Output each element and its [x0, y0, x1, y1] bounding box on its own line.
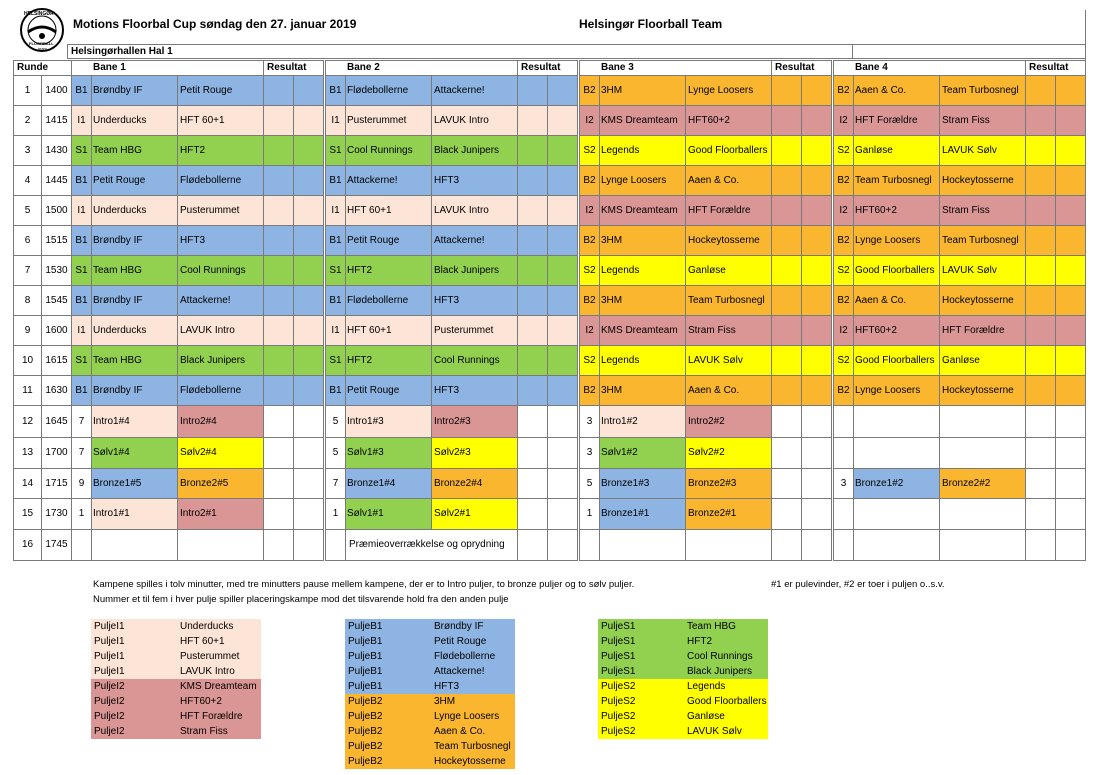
team-b: Attackerne!	[177, 285, 264, 316]
legend-team: KMS Dreamteam	[180, 680, 257, 692]
pool-code: 1	[579, 498, 600, 530]
result-header-1: Resultat	[263, 60, 324, 76]
pool-code: I2	[833, 195, 854, 226]
team-a: Flødebollerne	[345, 75, 432, 106]
court-header-2: Bane 2	[325, 60, 518, 76]
note-line-2: Nummer et til fem i hver pulje spiller placeringskampe mod det tilsvarende hold fra den anden pulje	[93, 594, 509, 605]
legend-team: 3HM	[434, 695, 456, 707]
pool-code: B2	[833, 375, 854, 406]
team-b: Sølv2#3	[431, 437, 518, 469]
legend-team: HFT 60+1	[180, 635, 225, 647]
pool-code: I2	[579, 105, 600, 136]
round-number: 10	[13, 345, 42, 376]
note-ranking: #1 er pulevinder, #2 er toer i puljen o..s.v.	[771, 579, 945, 590]
team-b: HFT Forældre	[939, 315, 1026, 346]
team-a: 3HM	[599, 285, 686, 316]
team-a: KMS Dreamteam	[599, 315, 686, 346]
round-number: 3	[13, 135, 42, 166]
pool-code: B1	[325, 165, 346, 196]
team-a: 3HM	[599, 225, 686, 256]
legend-team: HFT60+2	[180, 695, 222, 707]
pool-code: B2	[833, 75, 854, 106]
pool-code: B2	[579, 225, 600, 256]
legend-pool: PuljeI1	[94, 650, 125, 662]
team-a: Legends	[599, 135, 686, 166]
pool-code: I1	[325, 105, 346, 136]
team-b: Pusterummet	[431, 315, 518, 346]
round-number: 7	[13, 255, 42, 286]
round-number: 5	[13, 195, 42, 226]
pool-code: S2	[833, 135, 854, 166]
pool-code: B2	[833, 165, 854, 196]
pool-code: B1	[71, 225, 92, 256]
team-b: Aaen & Co.	[685, 165, 772, 196]
team-b: HFT3	[431, 375, 518, 406]
pool-code: B1	[71, 75, 92, 106]
legend-pool: PuljeI1	[94, 665, 125, 677]
team-a: Intro1#2	[599, 405, 686, 438]
team-a: Aaen & Co.	[853, 285, 940, 316]
team-b: LAVUK Sølv	[685, 345, 772, 376]
team-a: Bronze1#3	[599, 468, 686, 499]
team-a: Team Turbosnegl	[853, 165, 940, 196]
team-b: Cool Runnings	[431, 345, 518, 376]
team-a: Lynge Loosers	[599, 165, 686, 196]
team-a: HFT2	[345, 345, 432, 376]
legend-team: Lynge Loosers	[434, 710, 500, 722]
team-a: Ganløse	[853, 135, 940, 166]
team-a: Underducks	[91, 315, 178, 346]
team-a: Bronze1#1	[599, 498, 686, 530]
pool-code: I1	[71, 195, 92, 226]
pool-code: 9	[71, 468, 92, 499]
pool-code: 7	[325, 468, 346, 499]
team-b: HFT3	[431, 285, 518, 316]
team-b: Sølv2#2	[685, 437, 772, 469]
team-b: Intro2#1	[177, 498, 264, 530]
legend-team: Aaen & Co.	[434, 725, 486, 737]
match-time: 1500	[41, 195, 72, 226]
team-b: Sølv2#4	[177, 437, 264, 469]
round-number: 1	[13, 75, 42, 106]
pool-code: S1	[325, 135, 346, 166]
team-a: Legends	[599, 255, 686, 286]
legend-team: Black Junipers	[687, 665, 753, 677]
team-a: HFT 60+1	[345, 195, 432, 226]
legend-pool: PuljeI1	[94, 620, 125, 632]
result-header-3: Resultat	[771, 60, 832, 76]
team-a: Intro1#3	[345, 405, 432, 438]
legend-pool: PuljeB1	[348, 635, 383, 647]
team-b: Bronze2#5	[177, 468, 264, 499]
match-time: 1415	[41, 105, 72, 136]
team-b: Hockeytosserne	[685, 225, 772, 256]
team-a: Bronze1#2	[853, 468, 940, 499]
team-b: Hockeytosserne	[939, 285, 1026, 316]
team-b: Aaen & Co.	[685, 375, 772, 406]
team-b: Ganløse	[685, 255, 772, 286]
club-name: Helsingør Floorball Team	[579, 17, 723, 31]
team-b: Bronze2#2	[939, 468, 1026, 499]
round-number: 2	[13, 105, 42, 136]
legend-pool: PuljeB1	[348, 680, 383, 692]
team-a: Underducks	[91, 105, 178, 136]
match-time: 1615	[41, 345, 72, 376]
pool-code: S2	[579, 135, 600, 166]
legend-pool: PuljeI2	[94, 725, 125, 737]
legend-pool: PuljeI1	[94, 635, 125, 647]
round-number: 11	[13, 375, 42, 406]
team-b: LAVUK Intro	[431, 195, 518, 226]
team-a: Sølv1#4	[91, 437, 178, 469]
legend-pool: PuljeS1	[601, 635, 636, 647]
pool-code: B1	[325, 285, 346, 316]
team-b: Intro2#3	[431, 405, 518, 438]
pool-code: B2	[833, 225, 854, 256]
legend-team: HFT2	[687, 635, 712, 647]
team-b: Team Turbosnegl	[939, 75, 1026, 106]
team-b: LAVUK Sølv	[939, 255, 1026, 286]
team-a: Sølv1#3	[345, 437, 432, 469]
legend-team: Good Floorballers	[687, 695, 767, 707]
round-number: 8	[13, 285, 42, 316]
team-a: Bronze1#4	[345, 468, 432, 499]
match-time: 1630	[41, 375, 72, 406]
round-number: 16	[13, 529, 42, 561]
legend-team: LAVUK Intro	[180, 665, 235, 677]
pool-code: I2	[579, 195, 600, 226]
legend-pool: PuljeS2	[601, 695, 636, 707]
match-time: 1545	[41, 285, 72, 316]
pool-code: B2	[579, 165, 600, 196]
team-a: Brøndby IF	[91, 75, 178, 106]
team-b: Intro2#4	[177, 405, 264, 438]
team-b: Pusterummet	[177, 195, 264, 226]
pool-code: I1	[325, 195, 346, 226]
round-number: 4	[13, 165, 42, 196]
logo-text-top: HELSINGØR	[24, 11, 54, 17]
pool-code: B2	[833, 285, 854, 316]
round-number: 14	[13, 468, 42, 499]
team-b: Stram Fiss	[939, 105, 1026, 136]
team-b: HFT3	[431, 165, 518, 196]
legend-team: HFT3	[434, 680, 459, 692]
legend-pool: PuljeB2	[348, 695, 383, 707]
team-a: Brøndby IF	[91, 285, 178, 316]
pool-code: B1	[325, 75, 346, 106]
pool-code: 7	[71, 437, 92, 469]
result-header-2: Resultat	[517, 60, 578, 76]
pool-code: B2	[579, 285, 600, 316]
legend-pool: PuljeB2	[348, 725, 383, 737]
legend-team: Hockeytosserne	[434, 755, 506, 767]
team-b: Bronze2#3	[685, 468, 772, 499]
team-b: Attackerne!	[431, 225, 518, 256]
team-b: Black Junipers	[431, 255, 518, 286]
round-header: Runde	[13, 60, 72, 76]
team-a: Team HBG	[91, 255, 178, 286]
pool-code: 5	[325, 437, 346, 469]
pool-code: S2	[833, 345, 854, 376]
pool-code: 3	[579, 437, 600, 469]
team-b: Team Turbosnegl	[939, 225, 1026, 256]
legend-pool: PuljeS1	[601, 665, 636, 677]
legend-pool: PuljeB2	[348, 755, 383, 767]
pool-code: I2	[833, 315, 854, 346]
pool-code: B2	[579, 375, 600, 406]
team-a: HFT Forældre	[853, 105, 940, 136]
legend-pool: PuljeS2	[601, 680, 636, 692]
team-a: Team HBG	[91, 345, 178, 376]
team-b: Black Junipers	[177, 345, 264, 376]
match-time: 1600	[41, 315, 72, 346]
team-b: Intro2#2	[685, 405, 772, 438]
team-a: Good Floorballers	[853, 345, 940, 376]
match-time: 1715	[41, 468, 72, 499]
pool-code: S2	[833, 255, 854, 286]
pool-code: I1	[71, 105, 92, 136]
court-header-3: Bane 3	[579, 60, 772, 76]
team-a: Cool Runnings	[345, 135, 432, 166]
legend-team: Flødebollerne	[434, 650, 496, 662]
match-time: 1530	[41, 255, 72, 286]
team-a: Brøndby IF	[91, 225, 178, 256]
pool-code: 5	[325, 405, 346, 438]
court-header-1: Bane 1	[71, 60, 264, 76]
legend-team: Legends	[687, 680, 726, 692]
team-b: Stram Fiss	[939, 195, 1026, 226]
team-a: Legends	[599, 345, 686, 376]
team-a: Attackerne!	[345, 165, 432, 196]
pool-code: 1	[71, 498, 92, 530]
team-b: Sølv2#1	[431, 498, 518, 530]
result-header-4: Resultat	[1025, 60, 1086, 76]
ceremony-label: Præmieoverrækkelse og oprydning	[345, 529, 518, 561]
team-b: Flødebollerne	[177, 375, 264, 406]
team-b: LAVUK Intro	[431, 105, 518, 136]
round-number: 12	[13, 405, 42, 438]
legend-team: Pusterummet	[180, 650, 240, 662]
match-time: 1515	[41, 225, 72, 256]
round-number: 9	[13, 315, 42, 346]
pool-code: S1	[71, 135, 92, 166]
match-time: 1445	[41, 165, 72, 196]
team-b: LAVUK Intro	[177, 315, 264, 346]
legend-pool: PuljeB2	[348, 710, 383, 722]
pool-code: 7	[71, 405, 92, 438]
pool-code: B1	[71, 165, 92, 196]
team-a: Sølv1#1	[345, 498, 432, 530]
page-title: Motions Floorbal Cup søndag den 27. januar 2019	[73, 17, 357, 31]
team-a: Sølv1#2	[599, 437, 686, 469]
pool-code: B1	[71, 285, 92, 316]
note-line-1: Kampene spilles i tolv minutter, med tre minutters pause mellem kampene, der er to Intro puljer, to bronze puljer og to sølv puljer.	[93, 579, 635, 590]
pool-code: S2	[579, 345, 600, 376]
team-b: HFT Forældre	[685, 195, 772, 226]
team-a: Petit Rouge	[91, 165, 178, 196]
team-a: Lynge Loosers	[853, 375, 940, 406]
team-b: Petit Rouge	[177, 75, 264, 106]
venue-row: Helsingørhallen Hal 1	[67, 44, 1086, 59]
team-b: HFT 60+1	[177, 105, 264, 136]
team-a: Aaen & Co.	[853, 75, 940, 106]
logo-text-bottom: team	[38, 46, 47, 51]
legend-pool: PuljeB1	[348, 650, 383, 662]
pool-code: 1	[325, 498, 346, 530]
team-b: Hockeytosserne	[939, 165, 1026, 196]
team-b: Team Turbosnegl	[685, 285, 772, 316]
match-time: 1400	[41, 75, 72, 106]
logo-text-middle: FLOORBALL	[29, 41, 54, 46]
pool-code: S1	[325, 345, 346, 376]
pool-code: B2	[579, 75, 600, 106]
team-a: Intro1#1	[91, 498, 178, 530]
team-b: HFT60+2	[685, 105, 772, 136]
team-a: HFT60+2	[853, 195, 940, 226]
match-time: 1645	[41, 405, 72, 438]
team-a: KMS Dreamteam	[599, 105, 686, 136]
round-number: 6	[13, 225, 42, 256]
pool-code: I2	[579, 315, 600, 346]
legend-pool: PuljeS1	[601, 620, 636, 632]
team-a: 3HM	[599, 375, 686, 406]
team-a: Bronze1#5	[91, 468, 178, 499]
team-a: Petit Rouge	[345, 375, 432, 406]
pool-code: S2	[579, 255, 600, 286]
match-time: 1430	[41, 135, 72, 166]
round-number: 13	[13, 437, 42, 469]
pool-code: S1	[71, 345, 92, 376]
team-b: Good Floorballers	[685, 135, 772, 166]
team-a: KMS Dreamteam	[599, 195, 686, 226]
legend-pool: PuljeB1	[348, 665, 383, 677]
team-b: Attackerne!	[431, 75, 518, 106]
pool-code: 3	[833, 468, 854, 499]
legend-team: Cool Runnings	[687, 650, 753, 662]
legend-pool: PuljeS1	[601, 650, 636, 662]
team-a: HFT60+2	[853, 315, 940, 346]
pool-code: 5	[579, 468, 600, 499]
team-a: HFT 60+1	[345, 315, 432, 346]
legend-team: Team HBG	[687, 620, 736, 632]
legend-pool: PuljeI2	[94, 680, 125, 692]
pool-code: B1	[71, 375, 92, 406]
legend-team: Underducks	[180, 620, 234, 632]
pool-code: S1	[71, 255, 92, 286]
legend-pool: PuljeB1	[348, 620, 383, 632]
legend-team: Attackerne!	[434, 665, 485, 677]
legend-pool: PuljeB2	[348, 740, 383, 752]
team-b: Lynge Loosers	[685, 75, 772, 106]
legend-team: LAVUK Sølv	[687, 725, 742, 737]
legend-pool: PuljeS2	[601, 725, 636, 737]
team-a: Flødebollerne	[345, 285, 432, 316]
team-b: Bronze2#1	[685, 498, 772, 530]
team-b: Bronze2#4	[431, 468, 518, 499]
round-number: 15	[13, 498, 42, 530]
team-a: Underducks	[91, 195, 178, 226]
legend-team: Petit Rouge	[434, 635, 487, 647]
team-b: Hockeytosserne	[939, 375, 1026, 406]
team-b: Black Junipers	[431, 135, 518, 166]
court-header-4: Bane 4	[833, 60, 1026, 76]
team-a: Team HBG	[91, 135, 178, 166]
team-a: Petit Rouge	[345, 225, 432, 256]
team-a: Pusterummet	[345, 105, 432, 136]
team-a: Intro1#4	[91, 405, 178, 438]
team-b: Ganløse	[939, 345, 1026, 376]
legend-pool: PuljeS2	[601, 710, 636, 722]
pool-code: I1	[325, 315, 346, 346]
match-time: 1700	[41, 437, 72, 469]
legend-team: Ganløse	[687, 710, 725, 722]
team-a: Brøndby IF	[91, 375, 178, 406]
team-b: Flødebollerne	[177, 165, 264, 196]
team-a: Good Floorballers	[853, 255, 940, 286]
pool-code: B1	[325, 225, 346, 256]
match-time: 1730	[41, 498, 72, 530]
legend-team: Brøndby IF	[434, 620, 484, 632]
legend-team: Stram Fiss	[180, 725, 228, 737]
team-b: HFT3	[177, 225, 264, 256]
team-a: HFT2	[345, 255, 432, 286]
team-b: Stram Fiss	[685, 315, 772, 346]
legend-pool: PuljeI2	[94, 695, 125, 707]
match-time: 1745	[41, 529, 72, 561]
pool-code: 3	[579, 405, 600, 438]
team-a: Lynge Loosers	[853, 225, 940, 256]
pool-code: B1	[325, 375, 346, 406]
team-b: Cool Runnings	[177, 255, 264, 286]
team-b: LAVUK Sølv	[939, 135, 1026, 166]
pool-code: I1	[71, 315, 92, 346]
pool-code: I2	[833, 105, 854, 136]
pool-code: S1	[325, 255, 346, 286]
team-a: 3HM	[599, 75, 686, 106]
team-b: HFT2	[177, 135, 264, 166]
legend-team: Team Turbosnegl	[434, 740, 511, 752]
legend-pool: PuljeI2	[94, 710, 125, 722]
legend-team: HFT Forældre	[180, 710, 243, 722]
